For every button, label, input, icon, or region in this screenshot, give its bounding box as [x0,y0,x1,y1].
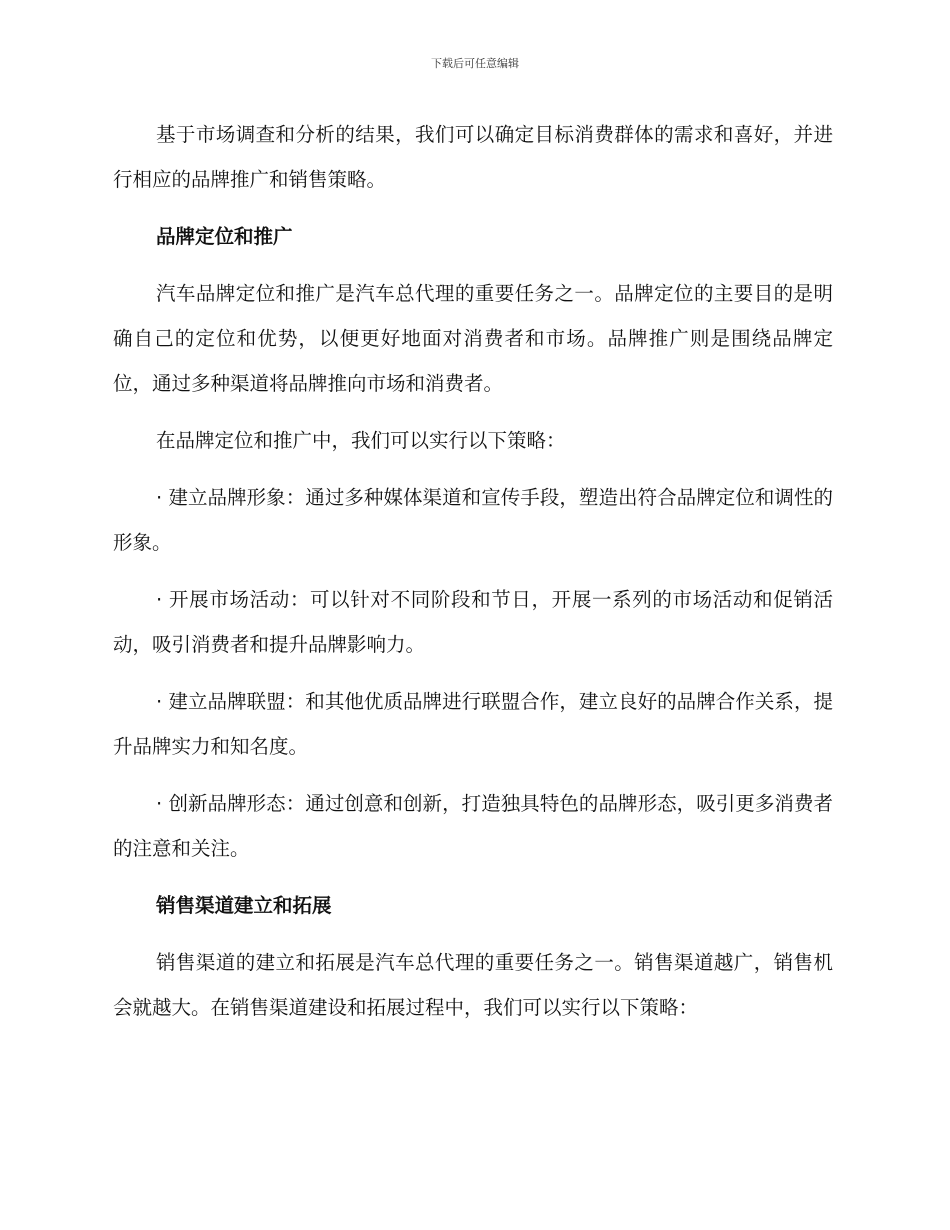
bullet-market-activities: · 开展市场活动：可以针对不同阶段和节日，开展一系列的市场活动和促销活动，吸引消费者和提升品牌影响力。 [113,588,833,656]
page-header: 下载后可任意编辑 [431,57,519,70]
paragraph-intro: 基于市场调查和分析的结果，我们可以确定目标消费群体的需求和喜好，并进行相应的品牌推广和销售策略。 [113,123,833,191]
paragraph-brand-strategies-intro: 在品牌定位和推广中，我们可以实行以下策略： [156,429,566,452]
paragraph-channels-overview: 销售渠道的建立和拓展是汽车总代理的重要任务之一。销售渠道越广，销售机会就越大。在销售渠道建设和拓展过程中，我们可以实行以下策略： [113,951,833,1019]
paragraph-brand-overview: 汽车品牌定位和推广是汽车总代理的重要任务之一。品牌定位的主要目的是明确自己的定位和优势，以便更好地面对消费者和市场。品牌推广则是围绕品牌定位，通过多种渠道将品牌推向市场和消费者。 [113,282,833,395]
bullet-brand-image: · 建立品牌形象：通过多种媒体渠道和宣传手段，塑造出符合品牌定位和调性的形象。 [113,486,833,554]
section-heading-channels: 销售渠道建立和拓展 [156,894,332,917]
section-heading-brand: 品牌定位和推广 [156,225,293,248]
bullet-brand-innovation: · 创新品牌形态：通过创意和创新，打造独具特色的品牌形态，吸引更多消费者的注意和关注。 [113,792,833,860]
document-body [113,112,833,1042]
bullet-brand-alliance: · 建立品牌联盟：和其他优质品牌进行联盟合作，建立良好的品牌合作关系，提升品牌实力和知名度。 [113,690,833,758]
